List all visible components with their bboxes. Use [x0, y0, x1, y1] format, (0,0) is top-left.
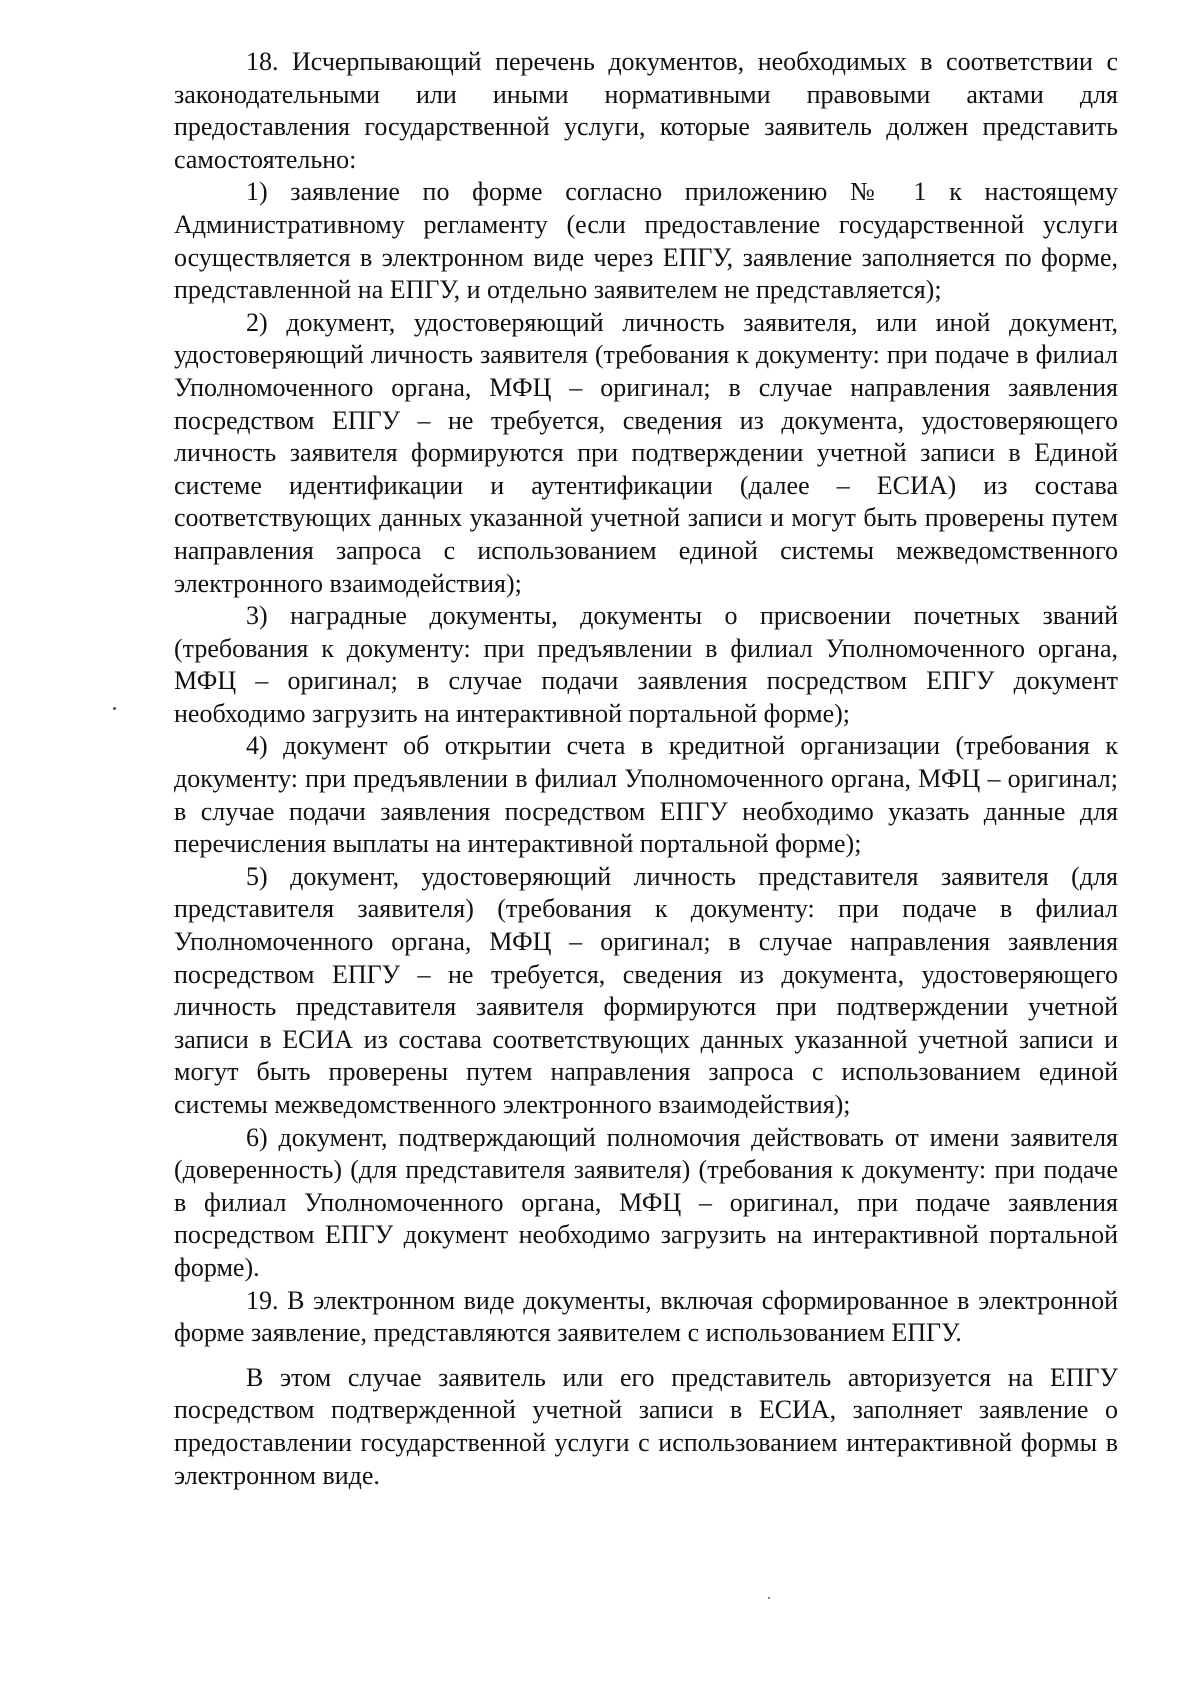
list-item-4: 4) документ об открытии счета в кредитной организации (требования к документу: при предъявлении в филиал Уполномоченного органа, МФЦ – оригинал; в случае подачи заявления посредством ЕПГУ необходимо указать данные для перечисления выплаты на интерактивной портальной форме);: [174, 731, 1118, 859]
list-item-5: 5) документ, удостоверяющий личность представителя заявителя (для представителя заявителя) (требования к документу: при подаче в филиал Уполномоченного органа, МФЦ – оригинал; в случае направления заявления посредством ЕПГУ – не требуется, сведения из документа, удостоверяющего личность представителя заявителя формируются при подтверждении учетной записи в ЕСИА из состава соответствующих данных указанной учетной записи и могут быть проверены путем направления запроса с использованием единой системы межведомственного электронного взаимодействия);: [174, 861, 1118, 1119]
list-item-2: 2) документ, удостоверяющий личность заявителя, или иной документ, удостоверяющий личность заявителя (требования к документу: при подаче в филиал Уполномоченного органа, МФЦ – оригинал; в случае направления заявления посредством ЕПГУ – не требуется, сведения из документа, удостоверяющего личность заявителя формируются при подтверждении учетной записи в Единой системе идентификации и аутентификации (далее – ЕСИА) из состава соответствующих данных указанной учетной записи и могут быть проверены путем направления запроса с использованием единой системы межведомственного электронного взаимодействия);: [174, 307, 1118, 598]
scan-speck: [768, 1597, 770, 1599]
scan-speck: [113, 707, 116, 710]
paragraph-19: 19. В электронном виде документы, включая сформированное в электронной форме заявление, представляются заявителем с использованием ЕПГУ.: [174, 1285, 1118, 1348]
paragraph-18-intro: 18. Исчерпывающий перечень документов, необходимых в соответствии с законодательными или иными нормативными правовыми актами для предоставления государственной услуги, которые заявитель должен представить самостоятельно:: [174, 47, 1118, 174]
list-item-3: 3) наградные документы, документы о присвоении почетных званий (требования к документу: при предъявлении в филиал Уполномоченного органа, МФЦ – оригинал; в случае подачи заявления посредством ЕПГУ документ необходимо загрузить на интерактивной портальной форме);: [174, 601, 1118, 728]
list-item-6: 6) документ, подтверждающий полномочия действовать от имени заявителя (доверенность) (для представителя заявителя) (требования к документу: при подаче в филиал Уполномоченного органа, МФЦ – оригинал, при подаче заявления посредством ЕПГУ документ необходимо загрузить на интерактивной портальной форме).: [174, 1122, 1118, 1282]
list-item-1: 1) заявление по форме согласно приложению № 1 к настоящему Административному регламенту (если предоставление государственной услуги осуществляется в электронном виде через ЕПГУ, заявление заполняется по форме, представленной на ЕПГУ, и отдельно заявителем не представляется);: [174, 177, 1118, 305]
document-body: [174, 46, 1118, 1492]
paragraph-19-continuation: В этом случае заявитель или его представитель авторизуется на ЕПГУ посредством подтвержденной учетной записи в ЕСИА, заполняет заявление о предоставлении государственной услуги с использованием интерактивной формы в электронном виде.: [174, 1362, 1118, 1490]
